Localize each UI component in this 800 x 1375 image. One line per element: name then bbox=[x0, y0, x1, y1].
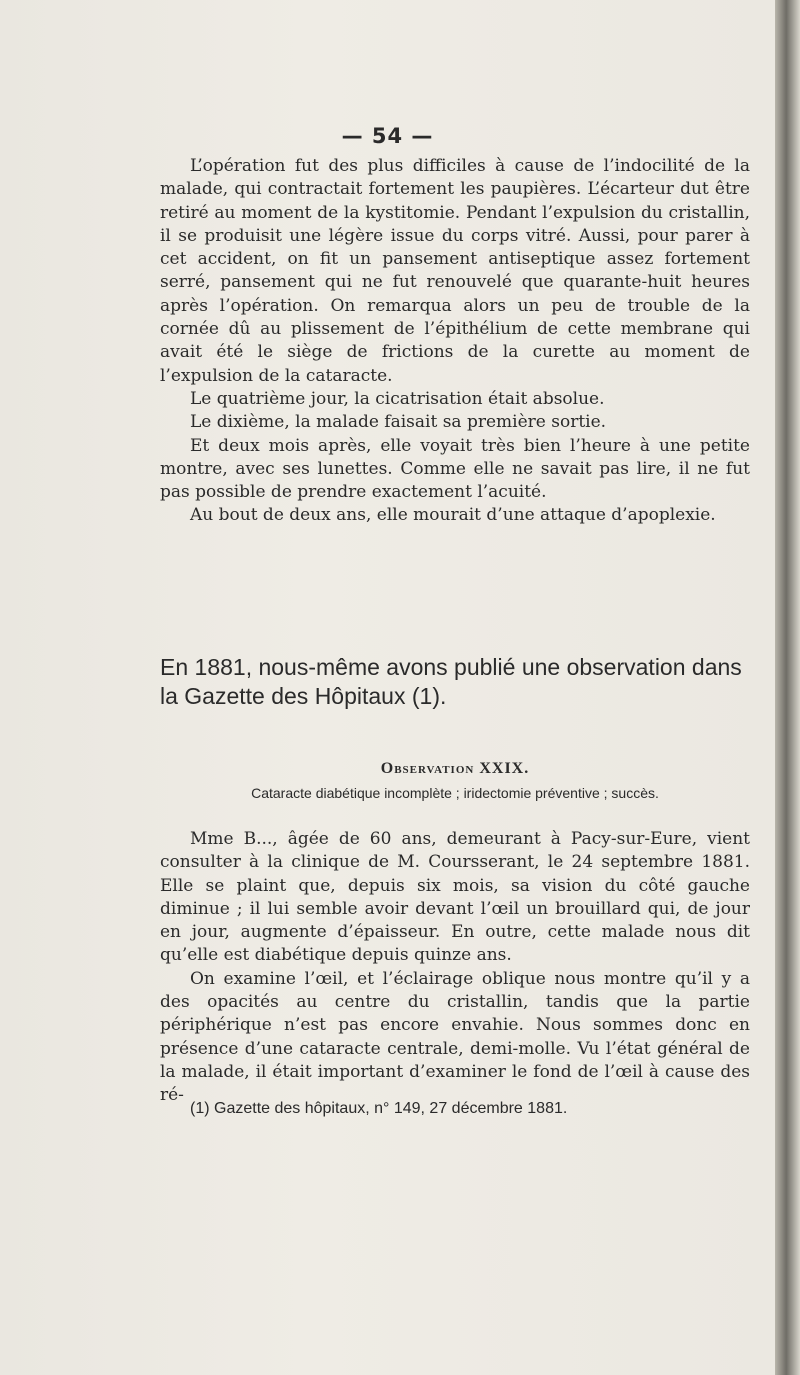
paragraph: Au bout de deux ans, elle mourait d’une attaque d’apoplexie. bbox=[190, 505, 716, 526]
paragraph: Mme B..., âgée de 60 ans, demeurant à Pacy-sur-Eure, vient consulter à la clinique de M. Coursserant, le 24 septembre 1881. Elle se plaint que, depuis six mois, sa vision du côté gauche diminue ; il lui semble avoir devant l’œil un brouillard qui, de jour en jour, augmente d’épaisseur. En outre, cette malade nous dit qu’elle est diabétique depuis quinze ans. bbox=[160, 829, 750, 966]
page-edge-shadow bbox=[775, 0, 800, 1375]
page-number: — 54 — bbox=[341, 124, 434, 148]
paragraph: Et deux mois après, elle voyait très bien l’heure à une petite montre, avec ses lunettes. Comme elle ne savait pas lire, il ne fut pas possible de prendre exactement l’acuité. bbox=[160, 435, 750, 503]
paragraph: L’opération fut des plus difficiles à cause de l’indocilité de la malade, qui contractait fortement les paupières. L’écarteur dut être retiré au moment de la kystitomie. Pendant l’expulsion du cristallin, il se produisit une légère issue du corps vitré. Aussi, pour parer à cet accident, on fit un pansement antiseptique assez fortement serré, pansement qui ne fut renouvelé que quarante-huit heures après l’opération. On remarqua alors un peu de trouble de la cornée dû au plissement de l’épithélium de cette membrane qui avait été le siège de frictions de la curette au moment de l’expulsion de la cataracte. bbox=[160, 156, 750, 386]
footnote: (1) Gazette des hôpitaux, n° 149, 27 décembre 1881. bbox=[190, 1100, 568, 1117]
paragraph: Le dixième, la malade faisait sa première sortie. bbox=[190, 412, 607, 433]
observation-subtitle: Cataracte diabétique incomplète ; iridectomie préventive ; succès. bbox=[251, 785, 659, 801]
section-heading: En 1881, nous-même avons publié une observation dans la Gazette des Hôpitaux (1). bbox=[160, 654, 742, 709]
paragraph: Le quatrième jour, la cicatrisation était absolue. bbox=[190, 388, 605, 409]
observation-body bbox=[160, 828, 750, 1108]
observation-title: Observation XXIX. bbox=[380, 760, 530, 777]
paragraph: On examine l’œil, et l’éclairage oblique nous montre qu’il y a des opacités au centre du cristallin, tandis que la partie périphérique n’est pas encore envahie. Nous sommes donc en présence d’une cataracte centrale, demi-molle. Vu l’état général de la malade, il était important d’examiner le fond de l’œil à cause des ré- bbox=[160, 968, 750, 1106]
case-continuation bbox=[160, 155, 750, 528]
